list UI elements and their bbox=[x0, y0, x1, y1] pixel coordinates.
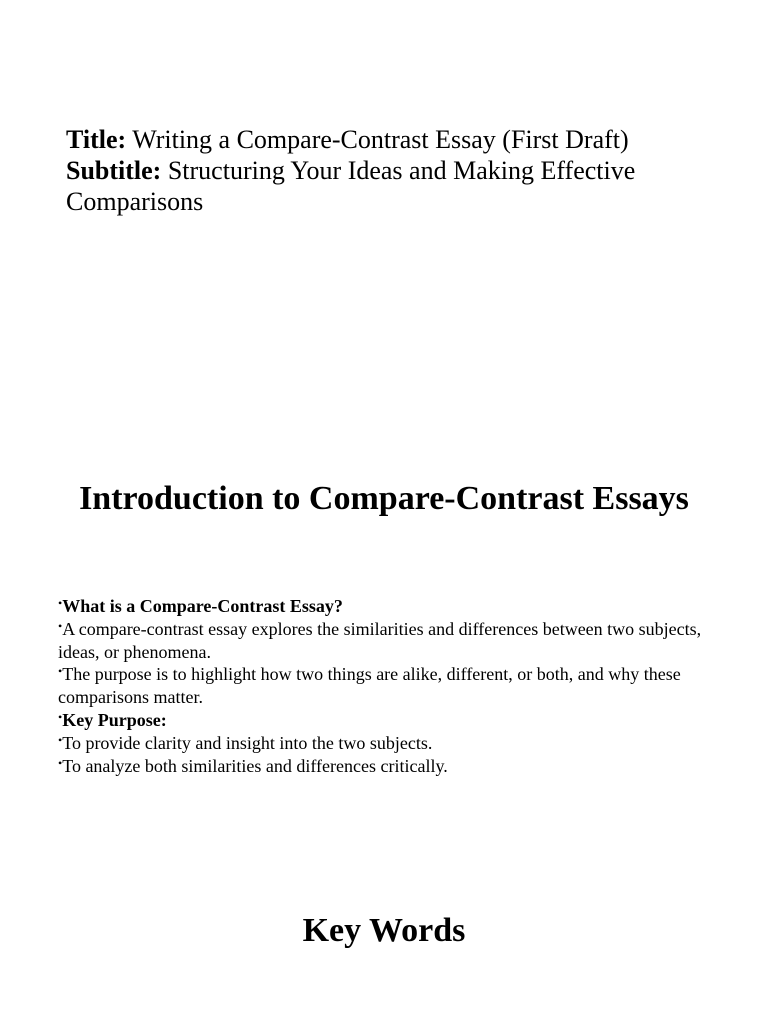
bullet-dot-icon: • bbox=[58, 755, 63, 770]
title-text: Writing a Compare-Contrast Essay (First Draft) bbox=[126, 125, 629, 154]
bullet-dot-icon: • bbox=[58, 732, 63, 747]
bullet-dot-icon: • bbox=[58, 664, 63, 679]
bullet-text: A compare-contrast essay explores the similarities and differences between two subjects, ideas, or phenomena. bbox=[58, 618, 702, 662]
subtitle-label: Subtitle: bbox=[66, 156, 162, 185]
bullet-dot-icon: • bbox=[58, 618, 63, 633]
bullet-item bbox=[58, 595, 708, 618]
bullet-text: To analyze both similarities and differences critically. bbox=[62, 755, 448, 776]
bullet-item bbox=[58, 618, 708, 664]
key-words-heading: Key Words bbox=[302, 912, 466, 949]
title-label: Title: bbox=[66, 125, 127, 154]
title-line bbox=[66, 124, 726, 155]
bullet-item bbox=[58, 755, 708, 778]
bullet-text: What is a Compare-Contrast Essay? bbox=[62, 596, 343, 616]
bullet-item bbox=[58, 663, 708, 709]
subtitle-line bbox=[66, 155, 726, 217]
intro-heading: Introduction to Compare-Contrast Essays bbox=[79, 480, 689, 517]
bullet-item bbox=[58, 732, 708, 755]
bullet-dot-icon: • bbox=[58, 709, 63, 724]
intro-bullet-list bbox=[58, 595, 708, 777]
bullet-dot-icon: • bbox=[58, 596, 63, 610]
bullet-item bbox=[58, 709, 708, 732]
bullet-text: The purpose is to highlight how two things are alike, different, or both, and why these comparisons matter. bbox=[58, 664, 681, 708]
title-block bbox=[66, 124, 726, 217]
bullet-text: To provide clarity and insight into the two subjects. bbox=[62, 732, 433, 753]
bullet-text: Key Purpose: bbox=[62, 709, 167, 730]
subtitle-text: Structuring Your Ideas and Making Effective Comparisons bbox=[66, 156, 636, 216]
